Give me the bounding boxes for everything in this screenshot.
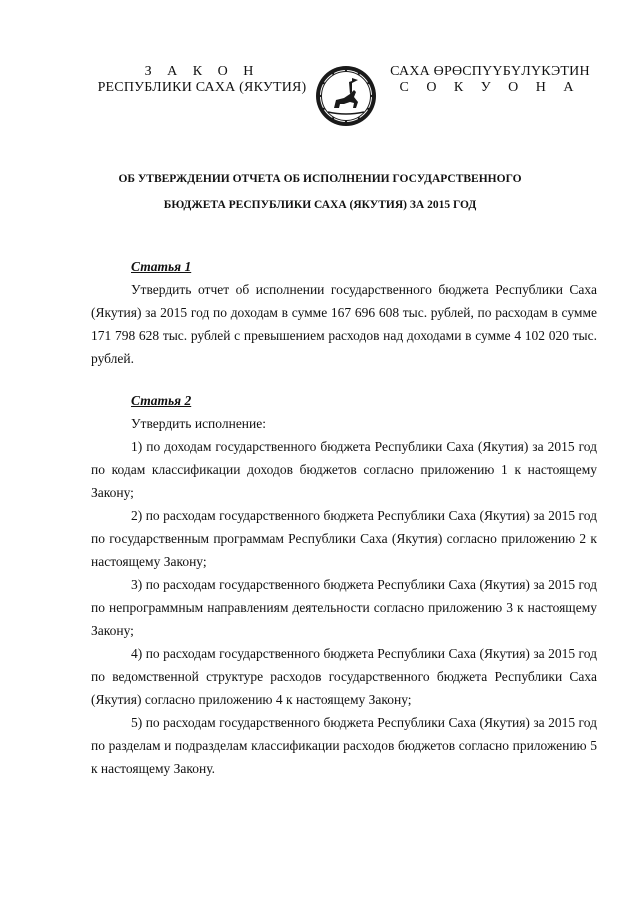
article-2-item-2: 2) по расходам государственного бюджета Республики Саха (Якутия) за 2015 год по государственным программам Республики Саха (Якутия) согласно приложению 2 к настоящему Закону;: [91, 508, 597, 569]
article-2-heading: Статья 2: [131, 393, 192, 408]
article-1-heading: Статья 1: [131, 259, 192, 274]
article-1-text: Утвердить отчет об исполнении государственного бюджета Республики Саха (Якутия) за 2015 год по доходам в сумме 167 696 608 тыс. рублей, по расходам в сумме 171 798 628 тыс. рублей с превышением расходов над доходами в сумме 4 102 020 тыс. рублей.: [91, 282, 597, 366]
article-2-item-4: 4) по расходам государственного бюджета Республики Саха (Якутия) за 2015 год по ведомственной структуре расходов государственного бюджета Республики Саха (Якутия) согласно приложению 4 к настоящему Закону;: [91, 646, 597, 707]
spacer: [91, 370, 597, 390]
republic-name-sah: САХА ӨРӨСПҮҮБҮЛҮКЭТИН: [390, 64, 590, 79]
header-right: [384, 64, 596, 96]
title-line-1: ОБ УТВЕРЖДЕНИИ ОТЧЕТА ОБ ИСПОЛНЕНИИ ГОСУДАРСТВЕННОГО: [118, 173, 522, 185]
law-word-sah: С О К У О Н А: [399, 80, 581, 95]
article-2-item-1: 1) по доходам государственного бюджета Республики Саха (Якутия) за 2015 год по кодам классификации доходов бюджетов согласно приложению 1 к настоящему Закону;: [91, 439, 597, 500]
document-body: [91, 256, 597, 780]
law-word-ru: З А К О Н: [144, 64, 260, 79]
document-title: [100, 166, 540, 218]
title-line-2: БЮДЖЕТА РЕСПУБЛИКИ САХА (ЯКУТИЯ) ЗА 2015 ГОД: [163, 199, 477, 211]
article-2-item-3: 3) по расходам государственного бюджета Республики Саха (Якутия) за 2015 год по непрограммным направлениям деятельности согласно приложению 3 к настоящему Закону;: [91, 577, 597, 638]
article-2-intro: Утвердить исполнение:: [131, 416, 266, 431]
document-header: [0, 64, 640, 134]
header-left: [88, 64, 316, 96]
coat-of-arms-icon: [314, 64, 378, 128]
article-2-item-5: 5) по расходам государственного бюджета Республики Саха (Якутия) за 2015 год по разделам и подразделам классификации расходов бюджетов согласно приложению 5 к настоящему Закону.: [91, 715, 597, 776]
republic-name-ru: РЕСПУБЛИКИ САХА (ЯКУТИЯ): [97, 80, 307, 95]
